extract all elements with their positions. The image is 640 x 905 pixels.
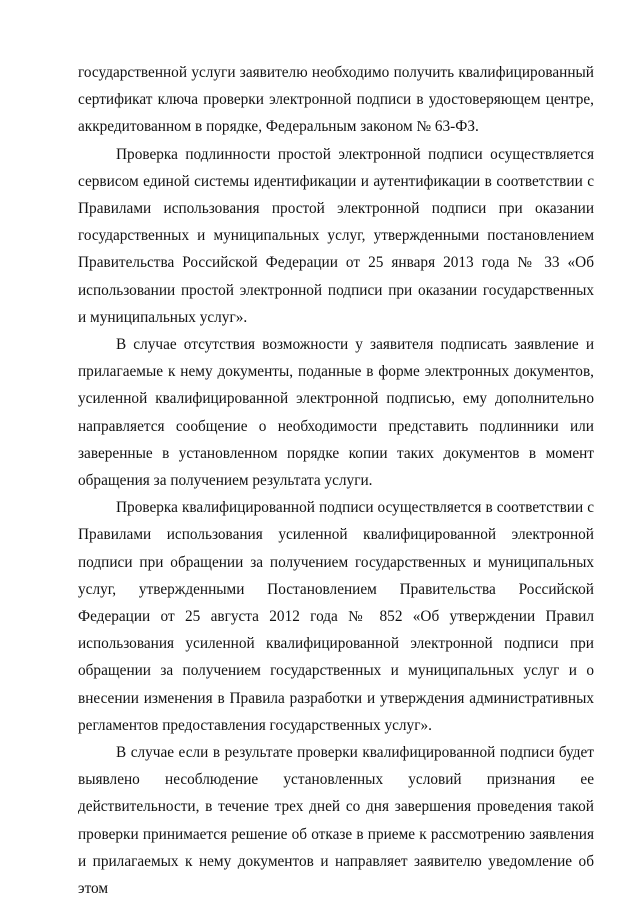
paragraph-qualified-signature: Проверка квалифицированной подписи осуществляется в соответствии с Правилами использования усиленной квалифицированной электронной подписи при обращении за получением государственных и муниципальных услуг, утвержденными Постановлением Правительства Российской Федерации от 25 августа 2012 года № 852 «Об утверждении Правил использования усиленной квалифицированной электронной подписи при обращении за получением государственных и муниципальных услуг и о внесении изменения в Правила разработки и утверждения административных регламентов предоставления государственных услуг».: [78, 499, 594, 734]
paragraph-simple-signature: Проверка подлинности простой электронной подписи осуществляется сервисом единой системы идентификации и аутентификации в соответствии с Правилами использования простой электронной подписи при оказании государственных и муниципальных услуг, утвержденными постановлением Правительства Российской Федерации от 25 января 2013 года № 33 «Об использовании простой электронной подписи при оказании государственных и муниципальных услуг».: [78, 145, 594, 326]
paragraph-verification-failure: В случае если в результате проверки квалифицированной подписи будет выявлено несоблюдение установленных условий признания ее действительности, в течение трех дней со дня завершения проведения такой проверки принимается решение об отказе в приеме к рассмотрению заявления и прилагаемых к нему документов и направляет заявителю уведомление об этом: [78, 744, 594, 898]
document-page: [78, 59, 594, 902]
paragraph-no-signature: В случае отсутствия возможности у заявителя подписать заявление и прилагаемые к нему документы, поданные в форме электронных документов, усиленной квалифицированной электронной подписью, ему дополнительно направляется сообщение о необходимости представить подлинники или заверенные в установленном порядке копии таких документов в момент обращения за получением результата услуги.: [78, 336, 594, 490]
paragraph-continuation: государственной услуги заявителю необходимо получить квалифицированный сертификат ключа проверки электронной подписи в удостоверяющем центре, аккредитованном в порядке, Федеральным законом № 63-ФЗ.: [78, 64, 594, 136]
